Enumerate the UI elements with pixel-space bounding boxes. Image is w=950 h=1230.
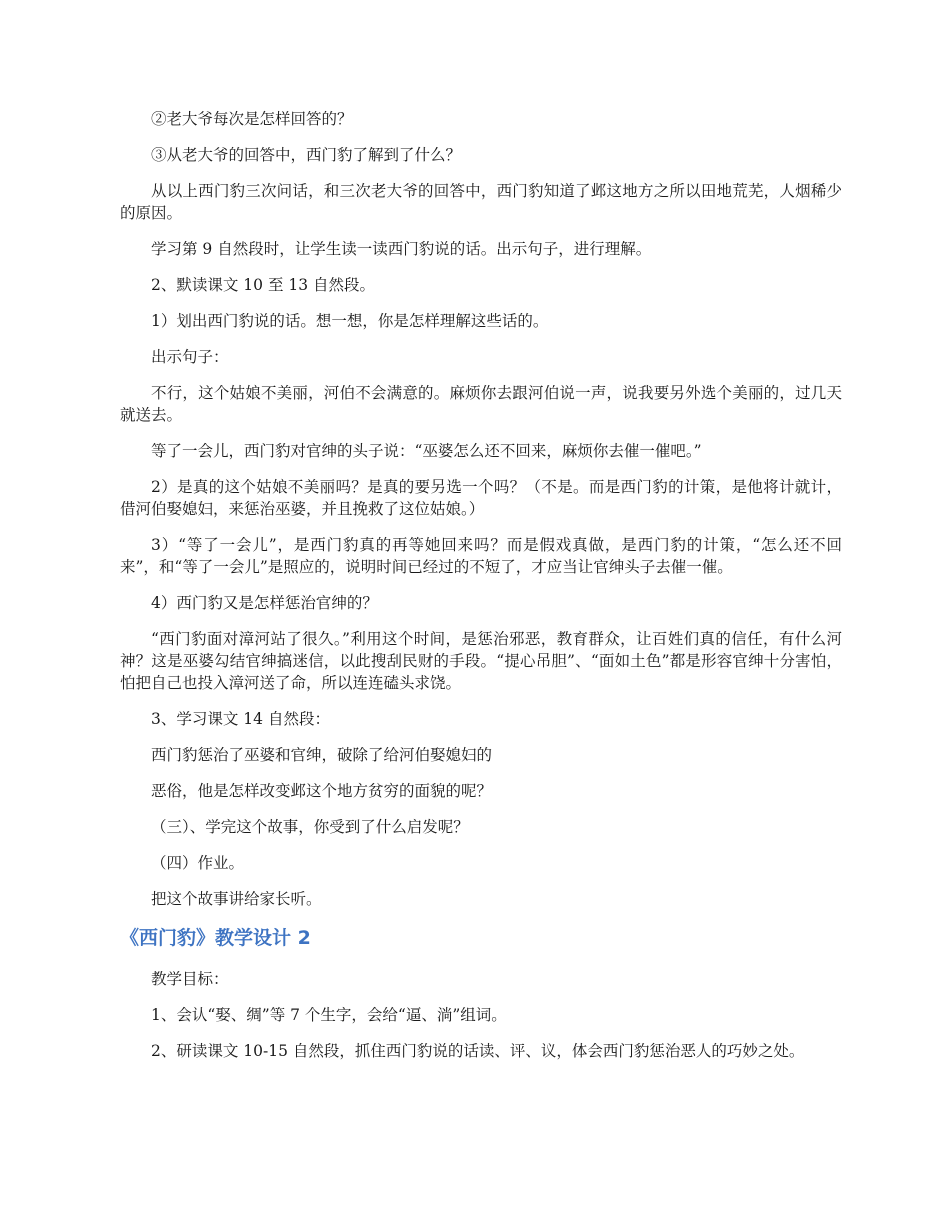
paragraph: 出示句子： [151,348,229,366]
paragraph: 恶俗，他是怎样改变邺这个地方贫穷的面貌的呢？ [151,782,493,800]
paragraph: 西门豹惩治了巫婆和官绅，破除了给河伯娶媳妇的 [151,746,493,764]
paragraph: 2）是真的这个姑娘不美丽吗？是真的要另选一个吗？（不是。而是西门豹的计策，是他将计就计，借河伯娶媳妇，来惩治巫婆，并且挽救了这位姑娘。） [120,478,842,518]
paragraph: ③从老大爷的回答中，西门豹了解到了什么？ [151,146,462,164]
paragraph: 不行，这个姑娘不美丽，河伯不会满意的。麻烦你去跟河伯说一声，说我要另外选个美丽的，过几天就送去。 [120,384,842,424]
paragraph: 教学目标： [151,970,229,988]
paragraph: 从以上西门豹三次问话，和三次老大爷的回答中，西门豹知道了邺这地方之所以田地荒芜，人烟稀少的原因。 [120,182,842,222]
paragraph: 1）划出西门豹说的话。想一想，你是怎样理解这些话的。 [151,312,549,330]
paragraph: 等了一会儿，西门豹对官绅的头子说：“巫婆怎么还不回来，麻烦你去催一催吧。” [151,442,702,460]
paragraph: 1、会认“娶、绸”等 7 个生字，会给“逼、淌”组词。 [151,1006,507,1024]
paragraph: 2、研读课文 10-15 自然段，抓住西门豹说的话读、评、议，体会西门豹惩治恶人的巧妙之处。 [151,1042,805,1060]
paragraph: 3）“等了一会儿”，是西门豹真的再等她回来吗？而是假戏真做，是西门豹的计策，“怎么还不回来”，和“等了一会儿”是照应的，说明时间已经过的不短了，才应当让官绅头子去催一催。 [120,536,842,576]
paragraph: 学习第 9 自然段时，让学生读一读西门豹说的话。出示句子，进行理解。 [151,240,652,258]
paragraph: 3、学习课文 14 自然段： [151,710,330,728]
paragraph: 2、默读课文 10 至 13 自然段。 [151,276,376,294]
section-heading: 《西门豹》教学设计 2 [120,927,311,949]
paragraph: 4）西门豹又是怎样惩治官绅的？ [151,594,378,612]
document-body [120,108,842,1076]
paragraph: （三）、学完这个故事，你受到了什么启发呢？ [151,818,469,836]
paragraph: ②老大爷每次是怎样回答的？ [151,110,353,128]
paragraph: “西门豹面对漳河站了很久。”利用这个时间，是惩治邪恶，教育群众，让百姓们真的信任，有什么河神？这是巫婆勾结官绅搞迷信，以此搜刮民财的手段。“提心吊胆”、“面如土色”都是形容官绅十分害怕，怕把自己也投入漳河送了命，所以连连磕头求饶。 [120,630,842,692]
paragraph: 把这个故事讲给家长听。 [151,890,322,908]
paragraph: （四）作业。 [151,854,245,872]
